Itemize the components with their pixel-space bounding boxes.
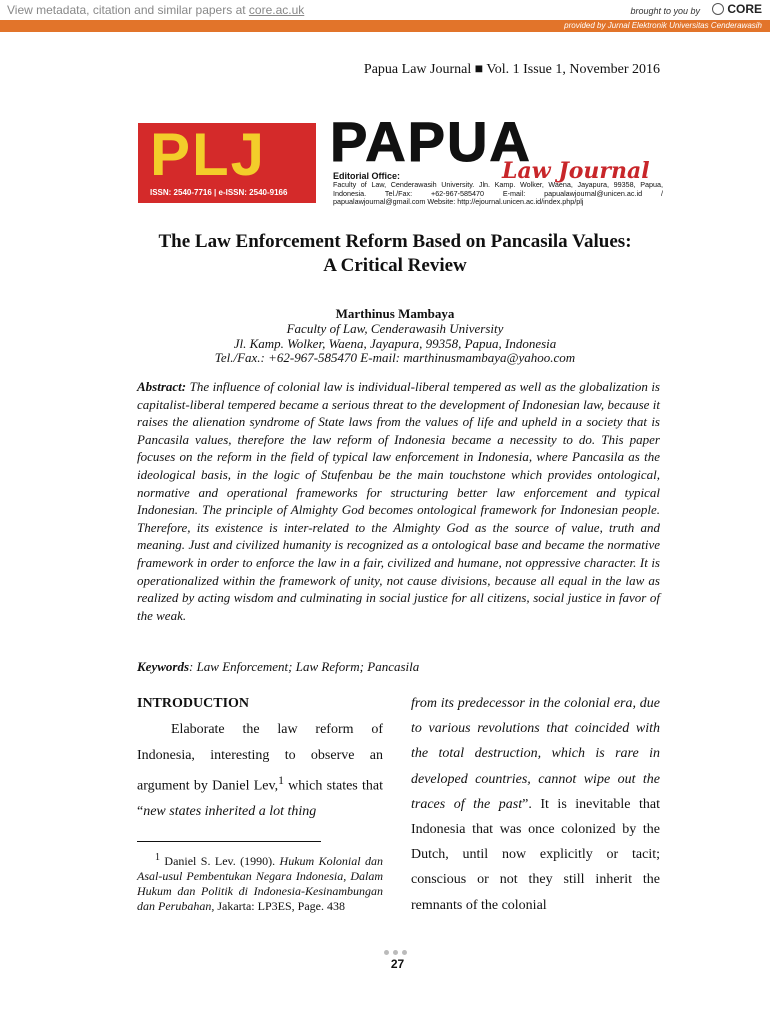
footnote-text-part1: Daniel S. Lev. (1990). (160, 854, 280, 868)
abstract (137, 378, 660, 624)
keywords-label: Keywords (137, 659, 189, 674)
intro-paragraph (137, 717, 383, 825)
footnote-ref: 1 (278, 774, 284, 787)
brought-to-you-text: brought to you by (630, 6, 700, 16)
core-ac-uk-link[interactable]: core.ac.uk (248, 3, 305, 17)
abstract-label: Abstract: (137, 379, 187, 394)
body-column-left (137, 717, 383, 825)
affiliation-line1: Faculty of Law, Cenderawasih University (286, 321, 504, 336)
law-journal-wordmark: Law Journal (502, 158, 650, 184)
quote-continuation: from its predecessor in the colonial era, due to various revolutions that coincided with the total destruction, which is rare in developed countries, cannot wipe out the traces of the past (411, 696, 660, 812)
footnote-divider (137, 841, 321, 842)
core-provided-text[interactable]: provided by Jurnal Elektronik Universitas Cenderawasih (564, 21, 762, 30)
editorial-office-title: Editorial Office: (333, 171, 401, 181)
core-logo[interactable] (712, 2, 762, 16)
body-text-continuation: It is inevitable that Indonesia that was once colonized by the Dutch, until now explicitly or tacit; conscious or not they still inherit the remnants of the colonial (411, 796, 661, 913)
intro-text-part1: Elaborate the law reform of Indonesia, interesting to observe an argument by Daniel Lev, (137, 722, 383, 794)
plj-logo (138, 123, 316, 203)
paper-title-line2: A Critical Review (323, 255, 467, 276)
issn-text: ISSN: 2540-7716 | e-ISSN: 2540-9166 (150, 188, 288, 197)
keywords-text: : Law Enforcement; Law Reform; Pancasila (189, 659, 420, 674)
intro-text-part2: which states that “ (137, 778, 383, 820)
keywords (137, 659, 419, 675)
author-name: Marthinus Mambaya (335, 306, 455, 321)
footnote-book-title: Hukum Kolonial dan Asal-usul Pembentukan Negara Indonesia, Dalam Hukum dan Politik di Indonesia-Kesinambungan dan Perubahan, (137, 854, 383, 913)
plj-logo-text: PLJ (150, 121, 267, 188)
footnote-text-part2: Jakarta: LP3ES, Page. 438 (214, 899, 345, 913)
core-banner (0, 0, 770, 32)
page-number: 27 (390, 957, 405, 971)
page-ornament-dots (384, 950, 407, 955)
core-metadata-link[interactable] (7, 3, 304, 17)
intro-quote-start: new states inherited a lot thing (143, 804, 317, 820)
core-logo-text: CORE (727, 2, 762, 16)
footnote (137, 850, 383, 914)
running-head: Papua Law Journal ■ Vol. 1 Issue 1, November 2016 (363, 62, 660, 77)
paper-title-line1: The Law Enforcement Reform Based on Pancasila Values: (158, 231, 632, 252)
footnote-paragraph (137, 850, 383, 914)
abstract-text: The influence of colonial law is individual-liberal tempered as well as the globalization is capitalist-liberal tempered became a serious threat to the development of Indonesian law, because it raises the alienation syndrome of State laws from the values of life and upheld in a society that is Pancasila values, therefore the law reform of Indonesia became a necessity to do. This paper focuses on the reform in the field of typical law enforcement in Indonesia, where Pancasila as the ideological basis, in the logic of Stufenbau be the main touchstone which provides ontological, normative and operational frameworks for structuring better law enforcement and typical Indonesian. The principle of Almighty God becomes ontological framework for Indonesian people. Therefore, its existence is inter-related to the Almighty God as the source of value, truth and meaning. Just and civilized humanity is recognized as a ontological base and became the normative framework in order to enforce the law in a fair, civilized and humane, not oppressive character. It is operationalized within the framework of unity, not cause divisions, because all equal in the law as realized by acting wisdom and culminating in social justice for all citizens, social justice in favor of the weak. (137, 379, 660, 623)
affiliation-line3: Tel./Fax.: +62-967-585470 E-mail: marthinusmambaya@yahoo.com (214, 350, 576, 365)
ornament-dot (402, 950, 407, 955)
core-metadata-text: View metadata, citation and similar papers at (7, 3, 249, 17)
ornament-dot (384, 950, 389, 955)
paper-title (100, 230, 690, 278)
body-column-right (411, 691, 660, 918)
papua-wordmark: PAPUA (330, 110, 532, 173)
quote-close: ”. (522, 796, 532, 812)
ornament-dot (393, 950, 398, 955)
core-icon (712, 3, 724, 15)
editorial-office-body: Faculty of Law, Cenderawasih University. Jln. Kamp. Wolker, Waena, Jayapura, 99358, Papua, Indonesia. Tel./Fax: +62-967-585470 E-mail: papualawjournal@unicen.ac.id / papualawjournal@gmail.com Website: http://ejournal.unicen.ac.id/index.php/plj (333, 180, 663, 207)
author-affiliation (100, 322, 690, 366)
section-heading-introduction: INTRODUCTION (137, 696, 250, 711)
affiliation-line2: Jl. Kamp. Wolker, Waena, Jayapura, 99358, Papua, Indonesia (233, 335, 557, 351)
footnote-number: 1 (155, 852, 160, 863)
